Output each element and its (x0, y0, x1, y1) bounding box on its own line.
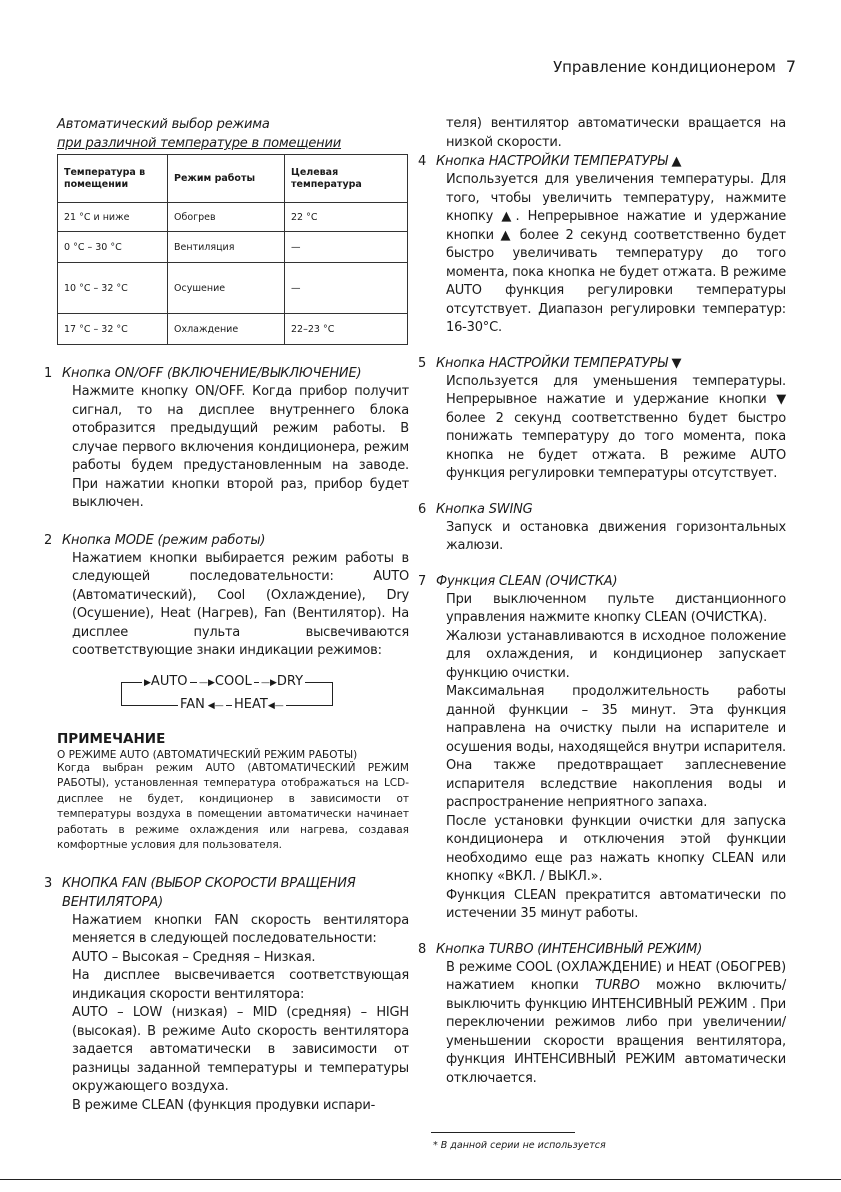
table-title-line2: при различной температуре в помещении (57, 136, 341, 151)
item-heading: Кнопка SWING (436, 501, 533, 517)
left-column (44, 115, 409, 1115)
flow-label-auto: ▶AUTO (144, 673, 188, 689)
col-header-room-temp: Температура в помещении (58, 155, 168, 203)
right-column (418, 115, 786, 1088)
item-body-p5: Функция CLEAN прекратится автоматически по истечении 35 минут работы. (446, 887, 786, 921)
item-number: 1 (44, 366, 53, 381)
note-body: Когда выбран режим AUTO (АВТОМАТИЧЕСКИЙ РЕЖИМ РАБОТЫ), установленная температура отображаться на LCD-дисплее не будет, кондиционер в зависимости от температуры воздуха в помещении автоматически начинает работать в режиме охлаждения или нагрева, создавая комфортные условия для пользователя. (57, 761, 409, 851)
item-heading: Кнопка MODE (режим работы) (62, 532, 266, 548)
table-row (58, 232, 408, 263)
item-body-p4: После установки функции очистки для запуска кондиционера и отключения этой функции необходимо еще раз нажать кнопку CLEAN или кнопку «ВКЛ. / ВЫКЛ.». (446, 813, 786, 884)
flow-label-dry: —▶DRY (261, 673, 304, 689)
auto-mode-table (57, 154, 408, 345)
item-body: Используется для уменьшения температуры. Непрерывное нажатие и удержание кнопки ▼ более 2 секунд соответственно будет быстро понижать температуру до того момента, пока кнопка не будет отжата. В режиме AUTO функция регулировки температуры отсутствует. (446, 373, 786, 481)
header-title: Управление кондиционером (553, 58, 776, 76)
arrow-left-icon: ◀— (204, 700, 224, 711)
table-cell: Охлаждение (168, 314, 285, 345)
arrow-right-icon: —▶ (199, 677, 215, 688)
item-on-off (44, 364, 409, 513)
footnote: * В данной серии не используется (433, 1140, 606, 1151)
note-subheading: О РЕЖИМЕ AUTO (АВТОМАТИЧЕСКИЙ РЕЖИМ РАБОТЫ) (57, 748, 358, 761)
table-cell: Осушение (168, 263, 285, 314)
note-heading: ПРИМЕЧАНИЕ (57, 730, 166, 747)
table-row (58, 263, 408, 314)
flow-line (121, 682, 122, 705)
arrow-left-icon: ◀— (267, 700, 284, 711)
item-body-p4: AUTO – LOW (низкая) – MID (средняя) – HIGH (высокая). В режиме Auto скорость вентилятора задается автоматически в зависимости от разницы заданной температуры и температуры окружающего воздуха. (72, 1005, 409, 1094)
table-cell: — (285, 232, 408, 263)
table-title (57, 115, 409, 153)
item-body-p2: Жалюзи устанавливаются в исходное положение для охлаждения, и кондиционер запускает функцию очистки. (446, 628, 786, 681)
item-temp-up (418, 152, 786, 338)
table-cell: 22 °C (285, 203, 408, 232)
table-cell: 10 °C – 32 °C (58, 263, 168, 314)
page-header (553, 57, 796, 76)
item-number: 8 (418, 941, 427, 957)
item-heading: Кнопка НАСТРОЙКИ ТЕМПЕРАТУРЫ ▼ (436, 355, 682, 371)
item-body: Используется для увеличения температуры. Для того, чтобы увеличить температуру, нажмите кнопку ▲. Непрерывное нажатие и удержание кнопки ▲ более 2 секунд соответственно будет быстро увеличивать температуру до того момента, пока кнопка не будет отжата. В режиме AUTO функция регулировки температуры отсутствует. Диапазон регулировки температур: 16-30°С. (446, 172, 786, 335)
item-heading: Кнопка НАСТРОЙКИ ТЕМПЕРАТУРЫ ▲ (436, 154, 682, 169)
item-body-continued: теля) вентилятор автоматически вращается на низкой скорости. (446, 116, 786, 150)
table-cell: 21 °C и ниже (58, 203, 168, 232)
item-number: 6 (418, 501, 427, 517)
table-cell: Обогрев (168, 203, 285, 232)
item-body-p5: В режиме CLEAN (функция продувки испари- (72, 1097, 376, 1113)
col-header-target-temp: Целевая температура (285, 155, 408, 203)
item-heading: Функция CLEAN (ОЧИСТКА) (436, 573, 618, 589)
bottom-rule (0, 1179, 841, 1180)
item-number: 4 (418, 154, 427, 169)
table-cell: — (285, 263, 408, 314)
table-cell: 17 °C – 32 °C (58, 314, 168, 345)
table-cell: 22–23 °C (285, 314, 408, 345)
item-body: Запуск и остановка движения горизонтальных жалюзи. (446, 519, 786, 553)
page-number: 7 (785, 57, 796, 76)
item-number: 5 (418, 355, 427, 371)
item-body-p2: AUTO – Высокая – Средняя – Низкая. (72, 949, 316, 965)
flow-label-fan: FAN ◀— (180, 696, 224, 712)
item-body-p3: На дисплее высвечивается соответствующая индикация скорости вентилятора: (72, 968, 409, 1002)
flow-line (121, 705, 333, 706)
item-fan-continued (431, 115, 786, 152)
table-row (58, 314, 408, 345)
item-heading: Кнопка TURBO (ИНТЕНСИВНЫЙ РЕЖИМ) (436, 941, 703, 957)
flow-label-heat: HEAT◀— (234, 696, 284, 712)
item-body: Нажмите кнопку ON/OFF. Когда прибор получит сигнал, то на дисплее внутреннего блока отобразится предыдущий режим работы. В случае первого включения кондиционера, режим работы будем предустановленным на заводе. При нажатии кнопки второй раз, прибор будет выключен. (72, 384, 409, 510)
item-body-p1: При выключенном пульте дистанционного управления нажмите кнопку CLEAN (ОЧИСТКА). (446, 591, 786, 625)
item-number: 3 (44, 875, 53, 891)
item-number: 7 (418, 573, 427, 589)
item-turbo (418, 940, 786, 1089)
item-body-p3: Максимальная продолжительность работы данной функции – 35 минут. Эта функция направлена на очистку пыли на испарителе и осушения воды, находящейся внутри испарителя. Она также предотвращает заплесневение испарителя вследствие накопления воды и распространение неприятного запаха. (446, 684, 786, 810)
item-body: В режиме COOL (ОХЛАЖДЕНИЕ) и HEAT (ОБОГРЕВ) нажатием кнопки TURBO можно включить/выключить функцию ИНТЕНСИВНЫЙ РЕЖИМ . При переключении режимов либо при увеличении/уменьшении скорости вращения вентилятора, функция ИНТЕНСИВНЫЙ РЕЖИМ автоматически отключается. (446, 959, 786, 1086)
item-body-p1: Нажатием кнопки FAN скорость вентилятора меняется в следующей последовательности: (72, 912, 409, 946)
flow-line (332, 682, 333, 706)
arrow-right-icon: —▶ (261, 677, 277, 688)
mode-sequence-diagram (112, 675, 409, 723)
item-temp-down (418, 354, 786, 484)
item-number: 2 (44, 532, 53, 548)
flow-label-cool: —▶COOL (199, 673, 252, 689)
table-cell: Вентиляция (168, 232, 285, 263)
item-swing (418, 500, 786, 556)
arrow-right-icon: ▶ (144, 677, 151, 688)
item-body: Нажатием кнопки выбирается режим работы в следующей последовательности: AUTO (Автоматический), Cool (Охлаждение), Dry (Осушение), Heat (Нагрев), Fan (Вентилятор). На дисплее пульта высвечиваются соответствующие знаки индикации режимов: (72, 550, 409, 658)
item-clean (418, 572, 786, 924)
item-mode (44, 531, 409, 661)
item-heading: Кнопка ON/OFF (ВКЛЮЧЕНИЕ/ВЫКЛЮЧЕНИЕ) (62, 366, 362, 381)
note-block (57, 731, 409, 854)
footnote-divider (431, 1132, 575, 1133)
col-header-mode: Режим работы (168, 155, 285, 203)
table-cell: 0 °C – 30 °C (58, 232, 168, 263)
item-fan (44, 874, 409, 1116)
table-row (58, 203, 408, 232)
table-title-line1: Автоматический выбор режима (57, 117, 270, 132)
item-heading: КНОПКА FAN (ВЫБОР СКОРОСТИ ВРАЩЕНИЯ ВЕНТИЛЯТОРА) (62, 875, 356, 910)
